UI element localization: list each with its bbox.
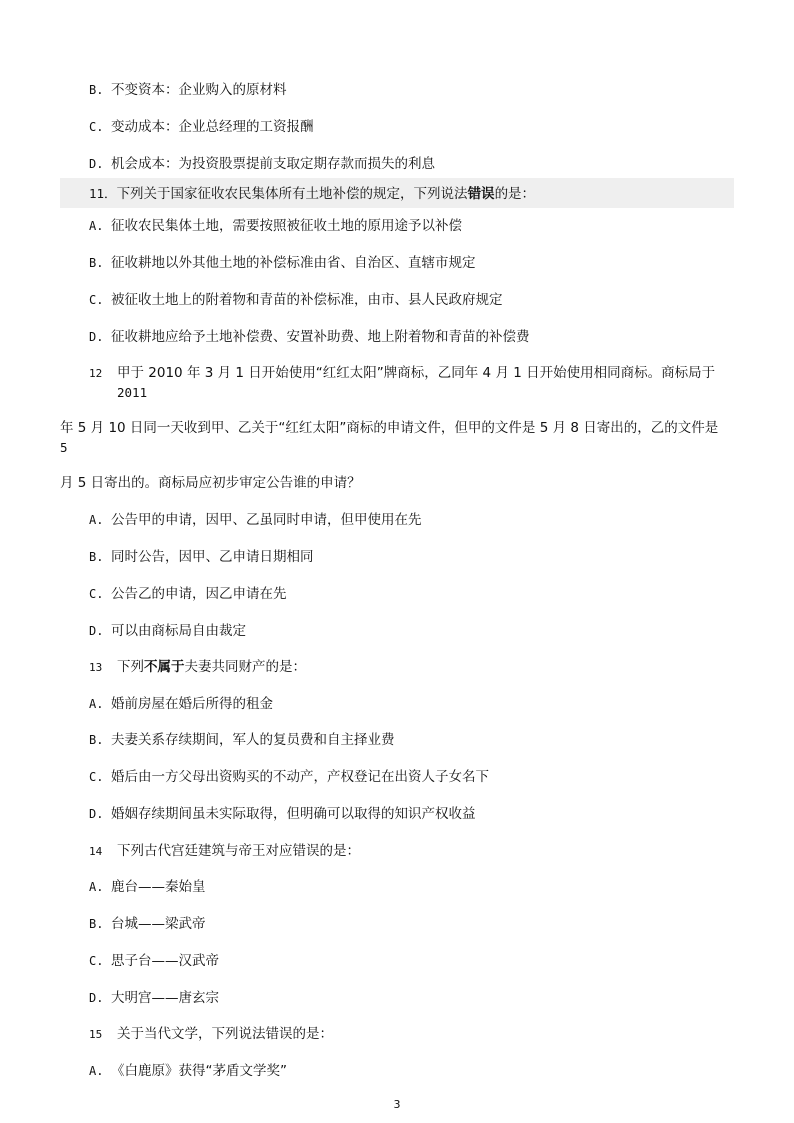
q15-option-a — [89, 1062, 287, 1080]
option-text: 变动成本：企业总经理的工资报酬 — [111, 119, 314, 135]
stem-emphasis: 错误 — [467, 186, 495, 202]
q13-option-b — [89, 731, 395, 749]
question-11-stem — [89, 185, 535, 203]
option-label: A. — [89, 697, 104, 711]
q14-option-c — [89, 952, 219, 970]
q10-option-d — [89, 155, 435, 173]
option-label: B. — [89, 550, 104, 564]
question-number: 11． — [89, 186, 117, 201]
option-label: A. — [89, 880, 104, 894]
stem-text: 下列古代宫廷建筑与帝王对应错误的是： — [117, 843, 360, 859]
option-label: D. — [89, 807, 104, 821]
q12-option-c — [89, 585, 287, 603]
option-label: B. — [89, 917, 104, 931]
option-text: 公告乙的申请，因乙申请在先 — [111, 586, 287, 602]
option-text: 公告甲的申请，因甲、乙虽同时申请，但甲使用在先 — [111, 512, 422, 528]
option-label: C. — [89, 954, 104, 968]
option-text: 被征收土地上的附着物和青苗的补偿标准，由市、县人民政府规定 — [111, 292, 503, 308]
question-number: 12 — [89, 367, 103, 380]
question-15-stem — [89, 1025, 333, 1044]
q14-option-a — [89, 878, 206, 896]
stem-text-end: 的是： — [494, 186, 536, 202]
option-text: 婚后由一方父母出资购买的不动产，产权登记在出资人子女名下 — [111, 769, 489, 785]
q11-option-d — [89, 328, 530, 346]
q10-option-b — [89, 81, 287, 99]
option-label: C. — [89, 770, 104, 784]
option-label: C. — [89, 293, 104, 307]
stem-emphasis: 不属于 — [144, 659, 185, 675]
q12-option-d — [89, 622, 246, 640]
stem-text: 下列 — [117, 659, 144, 675]
q10-option-c — [89, 118, 314, 136]
q11-option-a — [89, 217, 462, 235]
option-label: A. — [89, 1064, 104, 1078]
option-label: B. — [89, 733, 104, 747]
option-text: 征收耕地应给予土地补偿费、安置补助费、地上附着物和青苗的补偿费 — [111, 329, 530, 345]
option-text: 机会成本：为投资股票提前支取定期存款而损失的利息 — [111, 156, 435, 172]
option-text: 征收耕地以外其他土地的补偿标准由省、自治区、直辖市规定 — [111, 255, 476, 271]
q14-option-d — [89, 989, 219, 1007]
option-text: 征收农民集体土地，需要按照被征收土地的原用途予以补偿 — [111, 218, 462, 234]
question-12-stem-line1 — [89, 364, 715, 383]
option-text: 《白鹿原》获得“茅盾文学奖” — [111, 1063, 287, 1079]
question-number: 14 — [89, 845, 103, 858]
stem-text-end: 夫妻共同财产的是： — [184, 659, 306, 675]
option-text: 婚姻存续期间虽未实际取得，但明确可以取得的知识产权收益 — [111, 806, 476, 822]
option-text: 思子台——汉武帝 — [111, 953, 219, 969]
question-number: 15 — [89, 1028, 103, 1041]
option-text: 鹿台——秦始皇 — [111, 879, 206, 895]
question-14-stem — [89, 842, 360, 861]
stem-text: 甲于 2010 年 3 月 1 日开始使用“红红太阳”牌商标，乙同年 4 月 1 日开始使用相同商标。商标局于 — [117, 365, 716, 381]
stem-text: 关于当代文学，下列说法错误的是： — [117, 1026, 333, 1042]
q13-option-a — [89, 695, 273, 713]
option-label: D. — [89, 991, 104, 1005]
q14-option-b — [89, 915, 206, 933]
option-text: 可以由商标局自由裁定 — [111, 623, 246, 639]
q12-option-b — [89, 548, 314, 566]
option-label: A. — [89, 513, 104, 527]
option-text: 夫妻关系存续期间，军人的复员费和自主择业费 — [111, 732, 395, 748]
question-12-stem-line1-wrap — [117, 384, 147, 402]
stem-text-wrap: 5 — [60, 440, 68, 455]
q12-option-a — [89, 511, 422, 529]
page-number: 3 — [393, 1098, 401, 1111]
stem-text: 月 5 日寄出的。商标局应初步审定公告谁的申请？ — [60, 475, 361, 491]
option-text: 不变资本：企业购入的原材料 — [111, 82, 287, 98]
stem-text-wrap: 2011 — [117, 385, 148, 400]
stem-text: 下列关于国家征收农民集体所有土地补偿的规定，下列说法 — [116, 186, 468, 202]
option-label: A. — [89, 219, 104, 233]
option-label: C. — [89, 587, 104, 601]
option-label: D. — [89, 157, 104, 171]
question-13-stem — [89, 658, 306, 677]
option-label: D. — [89, 624, 104, 638]
option-text: 台城——梁武帝 — [111, 916, 206, 932]
option-label: D. — [89, 330, 104, 344]
stem-text: 年 5 月 10 日同一天收到甲、乙关于“红红太阳”商标的申请文件，但甲的文件是 5 月 8 日寄出的，乙的文件是 — [60, 420, 719, 436]
q13-option-d — [89, 805, 476, 823]
question-12-stem-line2 — [60, 419, 718, 437]
option-label: B. — [89, 256, 104, 270]
option-text: 同时公告，因甲、乙申请日期相同 — [111, 549, 314, 565]
option-label: B. — [89, 83, 104, 97]
option-text: 婚前房屋在婚后所得的租金 — [111, 696, 273, 712]
question-number: 13 — [89, 661, 103, 674]
option-text: 大明宫——唐玄宗 — [111, 990, 219, 1006]
q11-option-b — [89, 254, 476, 272]
option-label: C. — [89, 120, 104, 134]
q11-option-c — [89, 291, 503, 309]
question-12-stem-line3 — [60, 474, 361, 492]
q13-option-c — [89, 768, 489, 786]
question-12-stem-line2-wrap — [60, 439, 68, 457]
